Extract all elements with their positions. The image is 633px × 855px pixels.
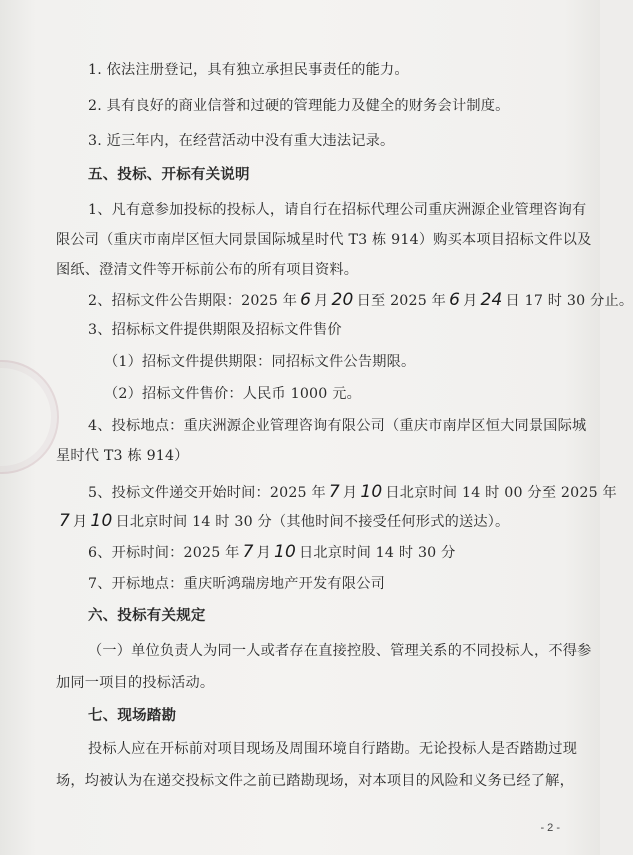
section-5-heading: 五、投标、开标有关说明: [88, 167, 250, 183]
text-fragment: 月: [314, 293, 329, 309]
qualification-item-3: 3. 近三年内，在经营活动中没有重大违法记录。: [88, 133, 395, 149]
text-fragment: 日北京时间 14 时 30 分: [299, 545, 456, 561]
handwritten-month: 6: [300, 290, 312, 310]
text-fragment: 月: [73, 514, 88, 530]
s6-p1-line2: 加同一项目的投标活动。: [56, 675, 215, 691]
text-fragment: 月: [463, 293, 478, 309]
faded-seal-stamp: [0, 360, 59, 474]
s5-p7: 7、开标地点：重庆昕鸿瑞房地产开发有限公司: [88, 576, 385, 592]
text-fragment: 日北京时间 14 时 00 分至 2025 年: [385, 485, 617, 501]
handwritten-month: 7: [242, 542, 254, 562]
handwritten-month: 7: [59, 511, 71, 531]
qualification-item-1: 1. 依法注册登记，具有独立承担民事责任的能力。: [88, 62, 409, 78]
page-number: - 2 -: [540, 822, 560, 834]
handwritten-day: 10: [90, 511, 113, 531]
handwritten-day: 20: [331, 290, 354, 310]
s5-p1-line2: 限公司（重庆市南岸区恒大同景国际城星时代 T3 栋 914）购买本项目招标文件以及: [56, 232, 592, 248]
text-fragment: 日北京时间 14 时 30 分（其他时间不接受任何形式的送达）。: [115, 514, 510, 530]
s7-p1-line2: 场，均被认为在递交投标文件之前已踏勘现场，对本项目的风险和义务已经了解，: [56, 773, 574, 789]
s5-p3-sub1: （1）招标文件提供期限：同招标文件公告期限。: [104, 354, 416, 370]
s5-p3: 3、招标标文件提供期限及招标文件售价: [88, 322, 342, 338]
s5-p3-sub2: （2）招标文件售价：人民币 1000 元。: [104, 386, 361, 402]
section-6-heading: 六、投标有关规定: [88, 608, 206, 624]
handwritten-month: 7: [328, 482, 340, 502]
handwritten-day: 10: [273, 542, 297, 562]
s6-p1-line1: （一）单位负责人为同一人或者存在直接控股、管理关系的不同投标人，不得参: [88, 643, 592, 659]
section-7-heading: 七、现场踏勘: [88, 708, 177, 724]
s5-p4-line2: 星时代 T3 栋 914）: [56, 448, 189, 464]
text-fragment: 月: [256, 545, 271, 561]
text-fragment: 6、开标时间：2025 年: [88, 545, 240, 561]
s5-p1-line1: 1、凡有意参加投标的投标人，请自行在招标代理公司重庆洲源企业管理咨询有: [88, 202, 587, 218]
handwritten-day: 24: [480, 290, 503, 310]
handwritten-month: 6: [449, 290, 461, 310]
text-fragment: 5、投标文件递交开始时间：2025 年: [88, 485, 326, 501]
text-fragment: 日至 2025 年: [356, 293, 447, 309]
text-fragment: 2、招标文件公告期限：2025 年: [88, 293, 298, 309]
s7-p1-line1: 投标人应在开标前对项目现场及周围环境自行踏勘。无论投标人是否踏勘过现: [88, 741, 578, 757]
s5-p2-announcement-period: [88, 290, 633, 311]
s5-p4-line1: 4、投标地点：重庆洲源企业管理咨询有限公司（重庆市南岸区恒大同景国际城: [88, 418, 587, 434]
text-fragment: 月: [342, 485, 358, 501]
s5-p5-line1: [88, 482, 617, 503]
s5-p1-line3: 图纸、澄清文件等开标前公布的所有项目资料。: [56, 262, 359, 278]
s5-p5-line2: [56, 511, 509, 532]
text-fragment: 日 17 时 30 分止。: [505, 293, 633, 309]
qualification-item-2: 2. 具有良好的商业信誉和过硬的管理能力及健全的财务会计制度。: [88, 98, 510, 114]
handwritten-day: 10: [360, 482, 383, 502]
s5-p6-bid-opening-time: [88, 542, 456, 563]
